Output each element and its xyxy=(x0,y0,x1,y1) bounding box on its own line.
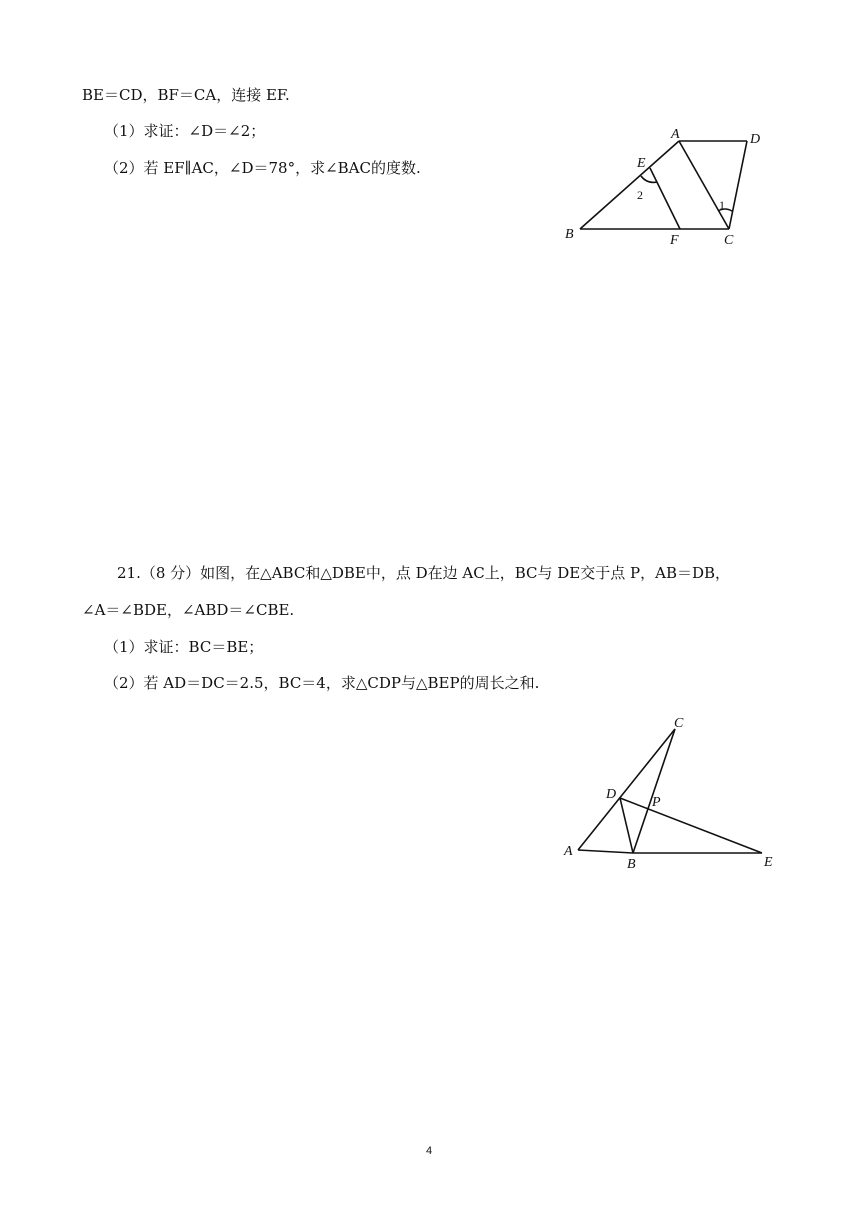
label-C: C xyxy=(674,716,684,731)
problem20-intro: BE＝CD，BF＝CA，连接 EF. xyxy=(82,86,290,104)
label-A: A xyxy=(671,127,680,142)
label-P: P xyxy=(652,795,661,810)
label-B: B xyxy=(565,227,574,242)
label-angle-2: 2 xyxy=(637,188,643,202)
page-number: 4 xyxy=(426,1145,433,1157)
label-A: A xyxy=(564,844,573,859)
label-B: B xyxy=(627,857,636,872)
problem20-part2: （2）若 EF∥AC，∠D＝78°，求∠BAC的度数. xyxy=(104,159,421,177)
label-C: C xyxy=(724,233,734,248)
problem21-stem-line2: ∠A＝∠BDE，∠ABD＝∠CBE. xyxy=(82,601,295,619)
label-D: D xyxy=(606,787,617,802)
problem20-part1: （1）求证：∠D＝∠2； xyxy=(104,122,266,140)
segment-AB xyxy=(578,850,633,853)
label-F: F xyxy=(670,233,679,248)
label-E: E xyxy=(764,855,773,870)
problem21-part1: （1）求证：BC＝BE； xyxy=(104,638,264,656)
label-E: E xyxy=(637,156,646,171)
problem21-stem-line1: 21.（8 分）如图，在△ABC和△DBE中，点 D在边 AC上，BC与 DE交于点 P，AB＝DB， xyxy=(117,564,731,582)
label-angle-1: 1 xyxy=(719,198,725,212)
segment-DE xyxy=(620,798,762,853)
problem21-part2: （2）若 AD＝DC＝2.5，BC＝4，求△CDP与△BEP的周长之和. xyxy=(104,674,540,692)
segment-AC xyxy=(578,729,675,850)
label-D: D xyxy=(750,132,761,147)
segment-BC xyxy=(633,729,675,853)
segment-DB xyxy=(620,798,633,853)
